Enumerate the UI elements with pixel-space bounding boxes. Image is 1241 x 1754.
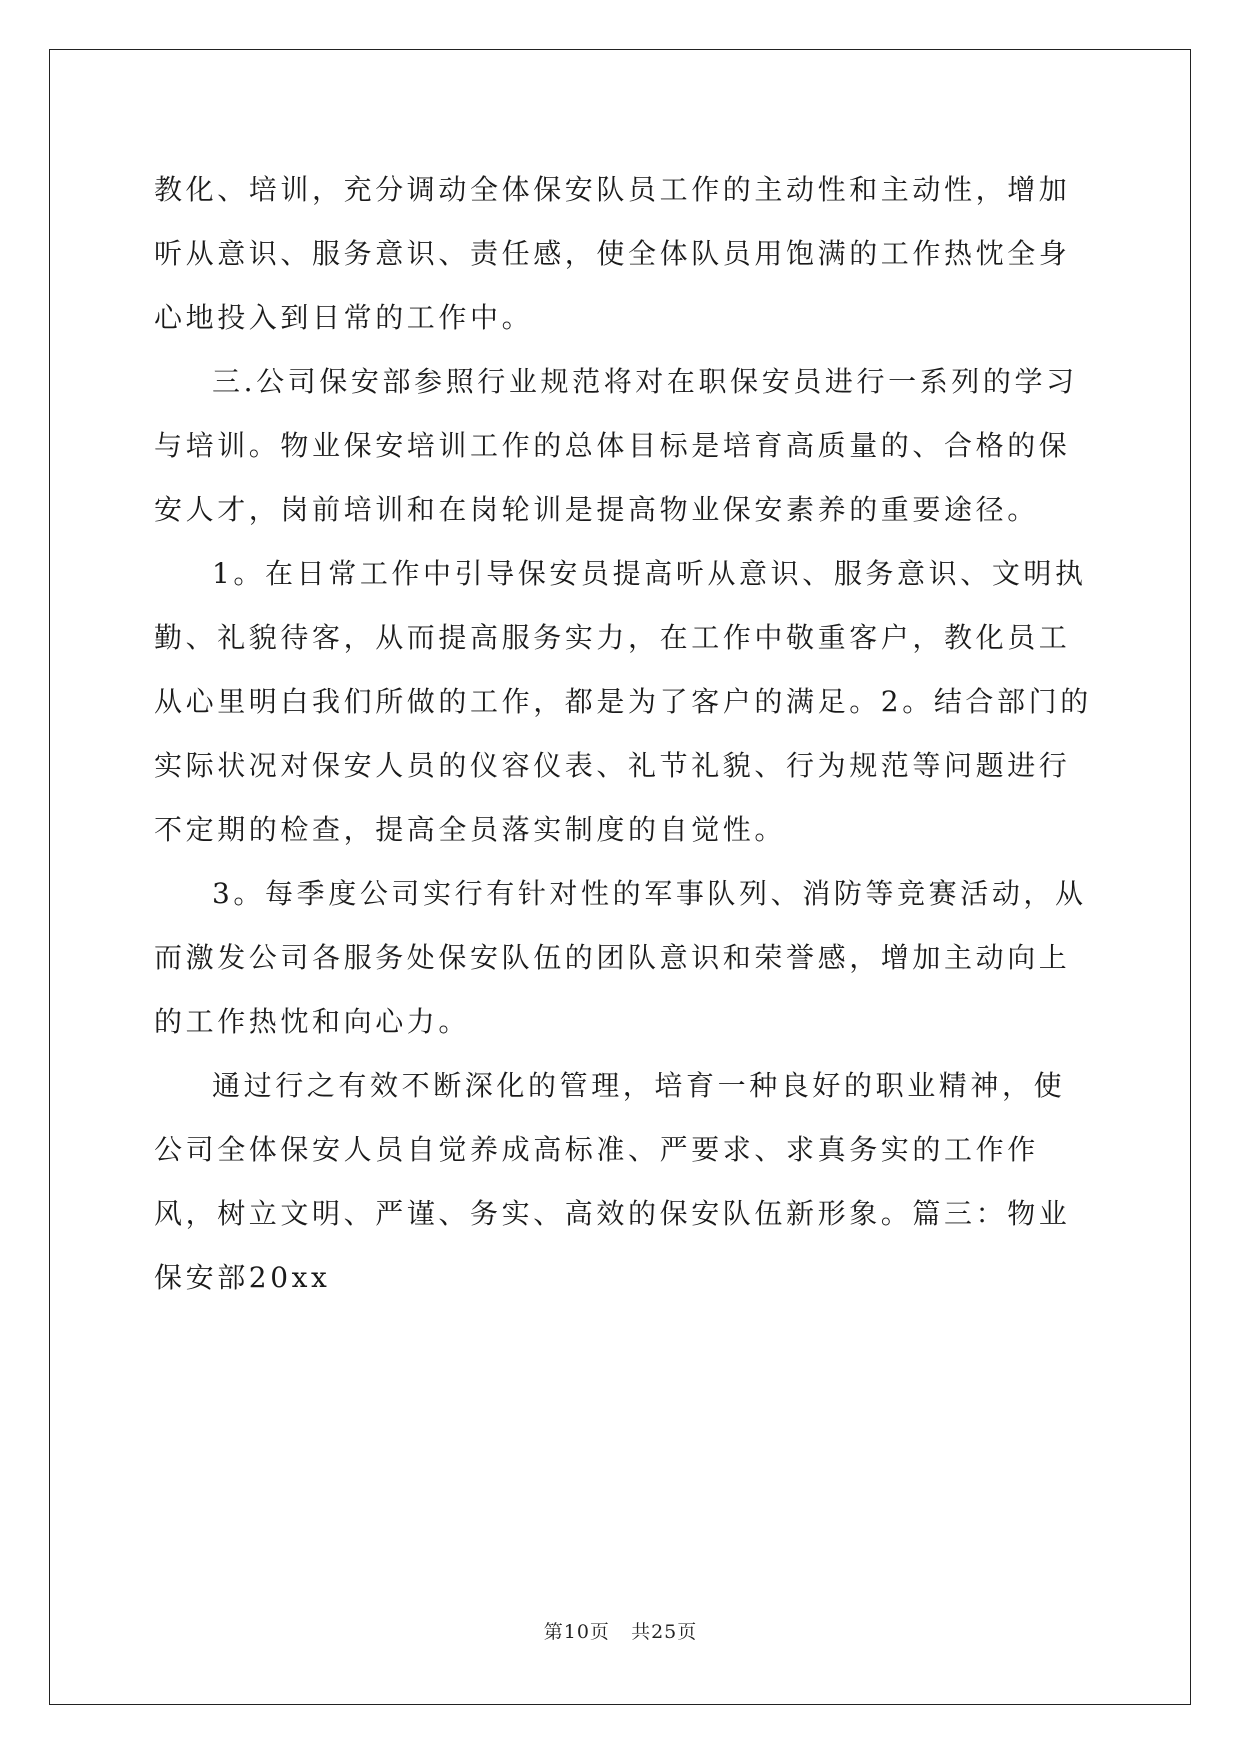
page-footer [0,1617,1241,1644]
paragraph-2: 三.公司保安部参照行业规范将对在职保安员进行一系列的学习与培训。物业保安培训工作的总体目标是培育高质量的、合格的保安人才，岗前培训和在岗轮训是提高物业保安素养的重要途径。 [154,365,1078,526]
paragraph-3: 1。在日常工作中引导保安员提高听从意识、服务意识、文明执勤、礼貌待客，从而提高服务实力，在工作中敬重客户，教化员工从心里明白我们所做的工作，都是为了客户的满足。2。结合部门的实际状况对保安人员的仪容仪表、礼节礼貌、行为规范等问题进行不定期的检查，提高全员落实制度的自觉性。 [154,557,1092,846]
paragraph-5: 通过行之有效不断深化的管理，培育一种良好的职业精神，使公司全体保安人员自觉养成高标准、严要求、求真务实的工作作风，树立文明、严谨、务实、高效的保安队伍新形象。篇三：物业保安部20xx [154,1069,1071,1294]
page-number: 第10页 [543,1621,610,1643]
paragraph-4: 3。每季度公司实行有针对性的军事队列、消防等竞赛活动，从而激发公司各服务处保安队伍的团队意识和荣誉感，增加主动向上的工作热忱和向心力。 [154,877,1087,1038]
document-body [154,158,1094,1310]
page-total: 共25页 [631,1621,698,1643]
paragraph-1: 教化、培训，充分调动全体保安队员工作的主动性和主动性，增加听从意识、服务意识、责任感，使全体队员用饱满的工作热忱全身心地投入到日常的工作中。 [154,173,1071,334]
